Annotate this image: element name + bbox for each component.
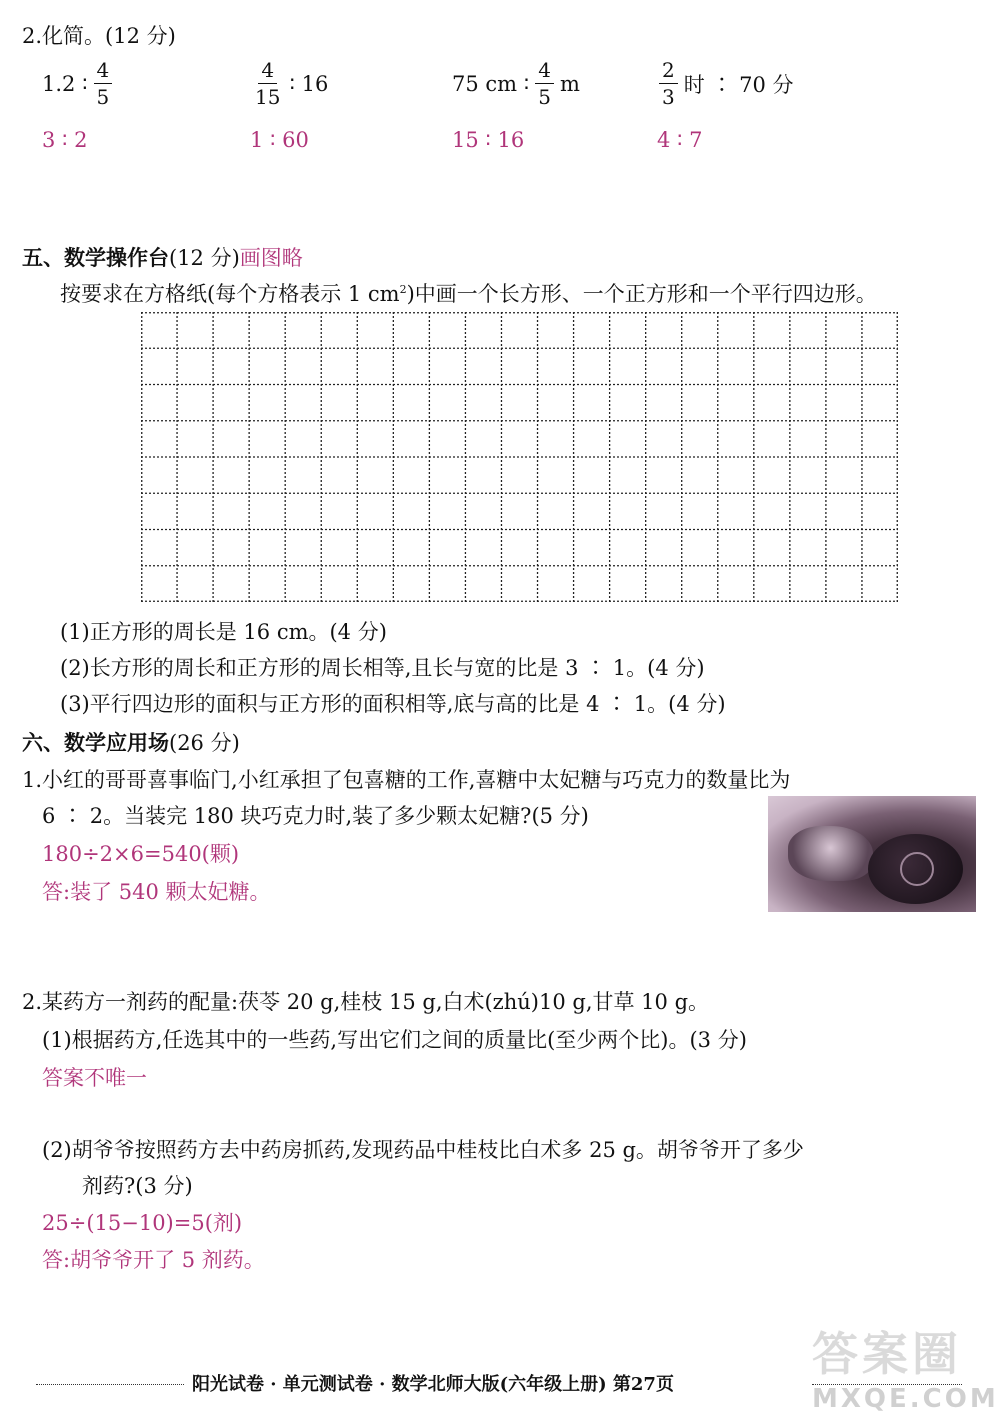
section5-instruction: 按要求在方格纸(每个方格表示 1 $cm^2$)中画一个长方形、一个正方形和一个平行四边形。: [60, 282, 877, 306]
problem-3-fraction: $\frac{4}{5}$: [535, 60, 554, 107]
section5-answer-note: 画图略: [239, 246, 303, 270]
section6-heading: 六、数学应用场: [22, 730, 169, 755]
footer-rule-left: [36, 1384, 184, 1385]
watermark-logo: 答案圈: [812, 1327, 962, 1381]
problem-1-lead: 1.2 ∶: [42, 71, 88, 96]
q2-sub2-line-1: (2)胡爷爷按照药方去中药房抓药,发现药品中桂枝比白术多 25 g。胡爷爷开了多少: [42, 1138, 804, 1162]
q2-sub1-answer: 答案不唯一: [42, 1066, 147, 1090]
problem-3-lead: 75 cm ∶: [452, 71, 530, 96]
section5-item-3: (3)平行四边形的面积与正方形的面积相等,底与高的比是 4 ∶ 1。(4 分): [60, 692, 726, 716]
problem-4-answer: 4 ∶ 7: [657, 128, 703, 152]
section5-item-1: (1)正方形的周长是 16 cm。(4 分): [60, 620, 387, 644]
q1-calculation: 180÷2×6=540(颗): [42, 842, 240, 866]
q1-line-1: 1.小红的哥哥喜事临门,小红承担了包喜糖的工作,喜糖中太妃糖与巧克力的数量比为: [22, 768, 791, 792]
section5-points: (12 分): [169, 246, 240, 270]
problem-4-fraction: $\frac{2}{3}$: [659, 60, 678, 107]
q1-answer: 答:装了 540 颗太妃糖。: [42, 880, 271, 904]
problem-3: [452, 60, 580, 107]
problem-2-fraction: $\frac{4}{15}$: [255, 58, 281, 109]
q2-sub2-line-2: 剂药?(3 分): [82, 1174, 193, 1198]
q2-sub1: (1)根据药方,任选其中的一些药,写出它们之间的质量比(至少两个比)。(3 分): [42, 1028, 747, 1052]
wedding-candy-photo: [768, 796, 976, 912]
section5-heading-line: [22, 242, 303, 272]
problem-3-tail: m: [559, 71, 580, 96]
q2-answer: 答:胡爷爷开了 5 剂药。: [42, 1248, 265, 1272]
square-grid-paper: [141, 312, 898, 602]
problem-4: [657, 60, 793, 107]
candy-pile: [788, 826, 873, 881]
problem-2-answer: 1 ∶ 60: [250, 128, 309, 152]
section2-heading: 2.化简。(12 分): [22, 24, 176, 48]
problem-2-tail: ∶ 16: [289, 71, 329, 96]
footer-text: 阳光试卷 · 单元测试卷 · 数学北师大版(六年级上册) 第27页: [192, 1374, 674, 1395]
problem-1-answer: 3 ∶ 2: [42, 128, 88, 152]
q1-line-2: 6 ∶ 2。当装完 180 块巧克力时,装了多少颗太妃糖?(5 分): [42, 804, 589, 828]
double-happiness-emblem: [900, 852, 934, 886]
problem-1-fraction: $\frac{4}{5}$: [94, 60, 113, 107]
problem-4-tail: 时 ∶ 70 分: [683, 72, 794, 97]
problem-3-answer: 15 ∶ 16: [452, 128, 525, 152]
section5-item-2: (2)长方形的周长和正方形的周长相等,且长与宽的比是 3 ∶ 1。(4 分): [60, 656, 705, 680]
watermark-url: MXQE.COM: [812, 1384, 999, 1414]
site-watermark: [812, 1318, 999, 1414]
q2-calculation: 25÷(15−10)=5(剂): [42, 1211, 243, 1235]
q2-line-1: 2.某药方一剂药的配量:茯苓 20 g,桂枝 15 g,白术(zhú)10 g,甘草 10 g。: [22, 990, 710, 1014]
section6-points: (26 分): [169, 731, 240, 755]
section5-heading: 五、数学操作台: [22, 245, 169, 270]
section6-heading-line: [22, 727, 240, 757]
problem-1: [42, 60, 114, 107]
problem-2: [250, 60, 328, 107]
